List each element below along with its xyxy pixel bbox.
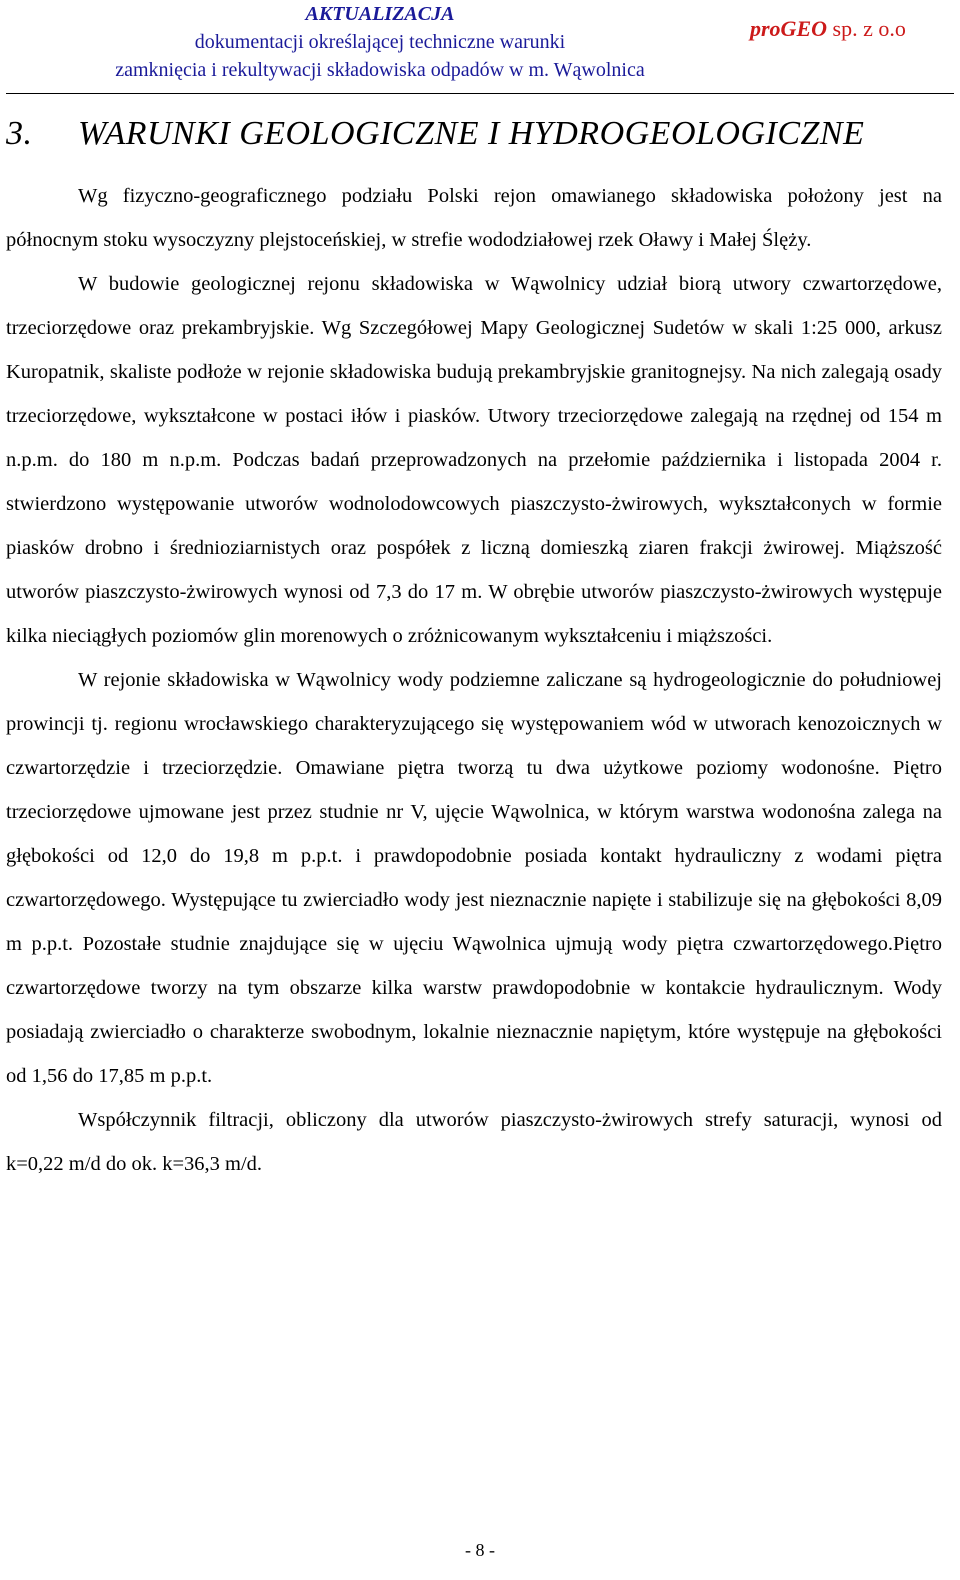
page-header <box>0 0 960 92</box>
section-number: 3. <box>6 115 33 152</box>
document-body <box>6 174 942 1186</box>
header-divider <box>6 93 954 94</box>
header-company <box>750 16 906 42</box>
header-title: AKTUALIZACJA <box>305 3 455 25</box>
paragraph-geography: Wg fizyczno-geograficznego podziału Polski rejon omawianego składowiska położony jest na północnym stoku wysoczyzny plejstoceńskiej, w strefie wododziałowej rzek Oławy i Małej Ślęży. <box>6 185 942 251</box>
paragraph-filtration: Współczynnik filtracji, obliczony dla utworów piaszczysto-żwirowych strefy saturacji, wynosi od k=0,22 m/d do ok. k=36,3 m/d. <box>6 1109 942 1175</box>
header-subtitle-line-1: dokumentacji określającej techniczne warunki <box>194 31 566 53</box>
section-heading <box>6 115 864 153</box>
company-name-suffix: sp. z o.o <box>827 16 906 41</box>
page-number: - 8 - <box>465 1540 495 1560</box>
header-document-info <box>0 0 760 84</box>
paragraph-geology: W budowie geologicznej rejonu składowiska w Wąwolnicy udział biorą utwory czwartorzędowe, trzeciorzędowe oraz prekambryjskie. Wg Szczegółowej Mapy Geologicznej Sudetów w skali 1:25 000, arkusz Kuropatnik, skaliste podłoże w rejonie składowiska budują prekambryjskie granitognejsy. Na nich zalegają osady trzeciorzędowe, wykształcone w postaci iłów i piasków. Utwory trzeciorzędowe zalegają na rzędnej od 154 m n.p.m. do 180 m n.p.m. Podczas badań przeprowadzonych na przełomie października i listopada 2004 r. stwierdzono występowanie utworów wodnolodowcowych piaszczysto-żwirowych, wykształconych w formie piasków drobno i średnioziarnistych oraz pospółek z liczną domieszką ziaren frakcji żwirowej. Miąższość utworów piaszczysto-żwirowych wynosi od 7,3 do 17 m. W obrębie utworów piaszczysto-żwirowych występuje kilka nieciągłych poziomów glin morenowych o zróżnicowanym wykształceniu i miąższości. <box>6 273 942 647</box>
header-subtitle-line-2: zamknięcia i rekultywacji składowiska odpadów w m. Wąwolnica <box>115 59 645 81</box>
company-name-bold: proGEO <box>750 16 828 41</box>
paragraph-hydrogeology: W rejonie składowiska w Wąwolnicy wody podziemne zaliczane są hydrogeologicznie do południowej prowincji tj. regionu wrocławskiego charakteryzującego się występowaniem wód w utworach kenozoicznych w czwartorzędzie i trzeciorzędzie. Omawiane piętra tworzą tu dwa użytkowe poziomy wodonośne. Piętro trzeciorzędowe ujmowane jest przez studnie nr V, ujęcie Wąwolnica, w którym warstwa wodonośna zalega na głębokości od 12,0 do 19,8 m p.p.t. i prawdopodobnie posiada kontakt hydrauliczny z wodami piętra czwartorzędowego. Występujące tu zwierciadło wody jest nieznacznie napięte i stabilizuje się na głębokości 8,09 m p.p.t. Pozostałe studnie znajdujące się w ujęciu Wąwolnica ujmują wody piętra czwartorzędowego.Piętro czwartorzędowe tworzy na tym obszarze kilka warstw prawdopodobnie w kontakcie hydraulicznym. Wody posiadają zwierciadło o charakterze swobodnym, lokalnie nieznacznie napiętym, które występuje na głębokości od 1,56 do 17,85 m p.p.t. <box>6 669 942 1087</box>
section-title: WARUNKI GEOLOGICZNE I HYDROGEOLOGICZNE <box>78 115 865 152</box>
